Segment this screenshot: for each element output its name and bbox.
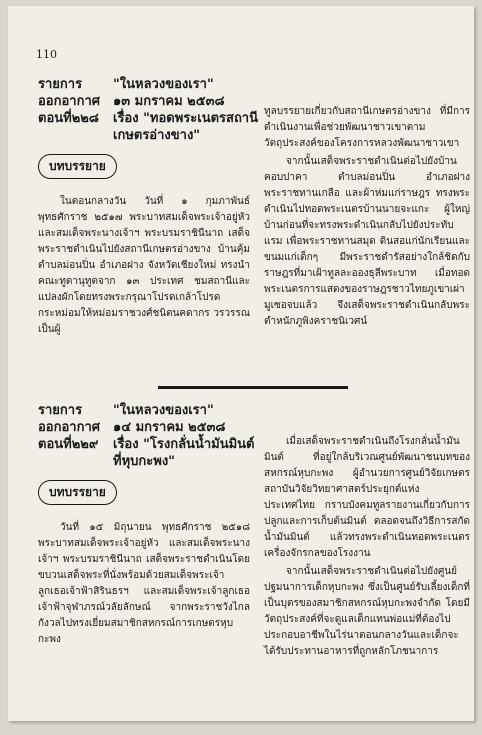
program-row	[38, 76, 263, 93]
episode-title: "โรงกลั่นน้ำมันมินต์ที่หุบกะพง"	[113, 437, 255, 469]
body-paragraph: ในตอนกลางวัน วันที่ ๑ กุมภาพันธ์ พุทธศักราช ๒๕๑๗ พระบาทสมเด็จพระเจ้าอยู่หัว และสมเด็จพระนางเจ้าฯ พระบรมราชินีนาถ เสด็จพระราชดำเนินไปยังสถานีเกษตรอ่างขาง บ้านคุ้ม ตำบลม่อนปิ่น อำเภอฝาง จังหวัดเชียงใหม่ ทรงนำคณะทูตานุทูตจาก ๑๓ ประเทศ ชมสถานีและแปลงผักโดยทรงพระกรุณาโปรดเกล้าโปรดกระหม่อมให้หม่อมราชวงศ์ชนิตนคดากร วรวรรณ เป็นผู้	[38, 196, 250, 335]
left-column	[38, 520, 250, 648]
page-number: 110	[36, 48, 57, 61]
episode-header	[38, 402, 263, 505]
left-column	[38, 194, 250, 338]
program-label: รายการ	[38, 77, 83, 92]
body-paragraph: จากนั้นเสด็จพระราชดำเนินต่อไปยังบ้านคอบปาคา ตำบลม่อนปิ่น อำเภอฝาง พระราชทานเกลือ และผ้าห่มแก่ราษฎร ทรงพระดำเนินไปทอดพระเนตรบ้านนายจะแกะ ผู้ใหญ่บ้านก่อนที่จะทรงพระดำเนินกลับไปยังประทับแรม เพื่อพระราชทานสมุด ดินสอแก่นักเรียนและขนมแก่เด็กๆ มีพระราชดำรัสอย่างใกล้ชิดกับราษฎรที่มาเฝ้าทูลละอองธุลีพระบาท เมื่อทอดพระเนตรการแสดงของราษฎรชาวไทยภูเขาเผ่ามูเซอจบแล้ว จึงเสด็จพระราชดำเนินกลับพระตำหนักภูพิงคราชนิเวศน์	[264, 156, 470, 327]
episode-section-229	[38, 402, 470, 657]
episode-label: ตอนที่	[38, 437, 72, 452]
body-paragraph: เมื่อเสด็จพระราชดำเนินถึงโรงกลั่นน้ำมันมินต์ ที่อยู่ใกล้บริเวณศูนย์พัฒนาชนบทของสหกรณ์หุบกะพง ผู้อำนวยการศูนย์วิจัยเกษตรสถาบันวิจัยวิทยาศาสตร์ประยุกต์แห่งประเทศไทย กราบบังคมทูลรายงานเกี่ยวกับการปลูกและการเก็บต้นมินต์ ตลอดจนถึงวิธีการสกัดน้ำมันมินต์ แล้วทรงพระดำเนินทอดพระเนตรเครื่องจักรกลของโรงงาน	[264, 436, 470, 559]
episode-number: ๒๒๙	[71, 437, 99, 452]
document-page	[8, 6, 474, 721]
program-label: รายการ	[38, 403, 83, 418]
airdate-label: ออกอากาศ	[38, 94, 101, 109]
airdate-row	[38, 93, 263, 110]
title-prefix: เรื่อง	[113, 437, 139, 452]
body-paragraph: จากนั้นเสด็จพระราชดำเนินต่อไปยังศูนย์ปฐมนาการเด็กหุบกะพง ซึ่งเป็นศูนย์รับเลี้ยงเด็กที่เป็นบุตรของสมาชิกสหกรณ์หุบกะพงจำกัด โดยมีวัตถุประสงค์ที่จะดูแลเด็กแทนพ่อแม่ที่ต้องไปประกอบอาชีพในไร่นาตอนกลางวันและเด็กจะได้รับประทานอาหารที่ถูกหลักโภชนาการ	[264, 566, 470, 657]
airdate-value: ๑๔ มกราคม ๒๕๓๘	[113, 420, 226, 435]
section-divider	[158, 386, 348, 389]
narration-label: บทบรรยาย	[38, 154, 117, 179]
episode-section-228	[38, 76, 470, 335]
program-name: "ในหลวงของเรา"	[113, 403, 214, 418]
right-column	[264, 434, 470, 660]
program-row	[38, 402, 263, 419]
airdate-label: ออกอากาศ	[38, 420, 101, 435]
airdate-row	[38, 419, 263, 436]
episode-label: ตอนที่	[38, 111, 72, 126]
body-paragraph: วันที่ ๑๕ มิถุนายน พุทธศักราช ๒๕๑๘ พระบาทสมเด็จพระเจ้าอยู่หัว และสมเด็จพระนางเจ้าฯ พระบรมราชินีนาถ เสด็จพระราชดำเนินโดยขบวนเสด็จพระที่นั่งพร้อมด้วยสมเด็จพระเจ้าลูกเธอเจ้าฟ้าสิรินธรฯ และสมเด็จพระเจ้าลูกเธอเจ้าฟ้าจุฬาภรณ์วลัยลักษณ์ จากพระราชวังไกลกังวลไปทรงเยี่ยมสมาชิกสหกรณ์การเกษตรหุบกะพง	[38, 522, 250, 645]
episode-row	[38, 436, 263, 470]
episode-title: "ทอดพระเนตรสถานีเกษตรอ่างขาง"	[113, 111, 258, 143]
right-column	[264, 104, 470, 330]
narration-label: บทบรรยาย	[38, 480, 117, 505]
program-name: "ในหลวงของเรา"	[113, 77, 214, 92]
episode-header	[38, 76, 263, 179]
episode-row	[38, 110, 263, 144]
episode-number: ๒๒๘	[71, 111, 99, 126]
body-paragraph: ทูลบรรยายเกี่ยวกับสถานีเกษตรอ่างขาง ที่มีการดำเนินงานเพื่อช่วยพัฒนาชาวเขาตามวัตถุประสงค์ของโครงการหลวงพัฒนาชาวเขา	[264, 106, 470, 149]
airdate-value: ๑๓ มกราคม ๒๕๓๘	[113, 94, 225, 109]
title-prefix: เรื่อง	[113, 111, 139, 126]
